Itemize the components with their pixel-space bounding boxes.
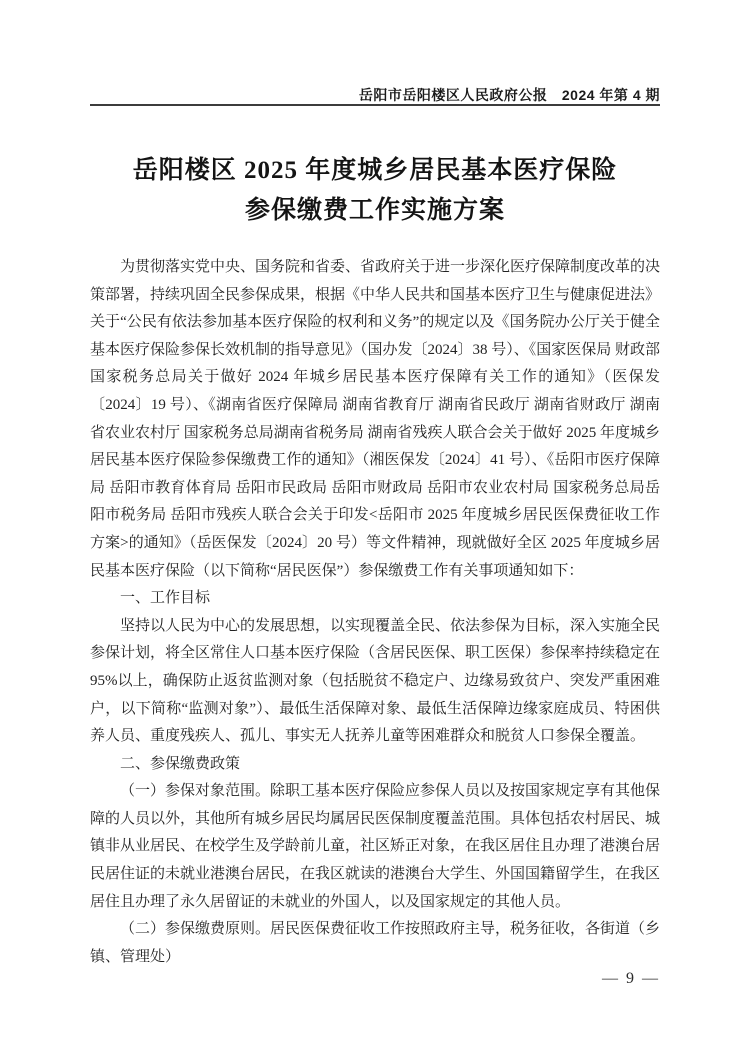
document-title xyxy=(90,151,660,231)
paragraph-payment-principle: （二）参保缴费原则。居民医保费征收工作按照政府主导，税务征收，各街道（乡镇、管理处） xyxy=(90,921,661,965)
masthead-text: 岳阳市岳阳楼区人民政府公报 2024 年第 4 期 xyxy=(358,87,660,103)
document-title-line2: 参保缴费工作实施方案 xyxy=(244,197,505,224)
section-heading-1: 一、工作目标 xyxy=(120,590,211,607)
paragraph-coverage-scope: （一）参保对象范围。除职工基本医疗保险应参保人员以及按国家规定享有其他保障的人员以外，其他所有城乡居民均属居民医保制度覆盖范围。具体包括农村居民、城镇非从业居民、在校学生及学龄前儿童，社区矫正对象，在我区居住且办理了港澳台居民居住证的未就业港澳台居民，在我区就读的港澳台大学生、外国国籍留学生，在我区居住且办理了永久居留证的未就业的外国人，以及国家规定的其他人员。 xyxy=(90,783,661,910)
page-number: — 9 — xyxy=(602,970,660,987)
masthead-rule xyxy=(90,104,660,106)
section-heading-2: 二、参保缴费政策 xyxy=(120,755,241,772)
document-title-line1: 岳阳楼区 2025 年度城乡居民基本医疗保险 xyxy=(132,157,618,184)
paragraph-intro: 为贯彻落实党中央、国务院和省委、省政府关于进一步深化医疗保障制度改革的决策部署，持续巩固全民参保成果，根据《中华人民共和国基本医疗卫生与健康促进法》关于“公民有依法参加基本医疗保险的权利和义务”的规定以及《国务院办公厅关于健全基本医疗保险参保长效机制的指导意见》（国办发〔2024〕38 号）、《国家医保局 财政部 国家税务总局关于做好 2024 年城乡居民基本医疗保障有关工作的通知》（医保发〔2024〕19 号）、《湖南省医疗保障局 湖南省教育厅 湖南省民政厅 湖南省财政厅 湖南省农业农村厅 国家税务总局湖南省税务局 湖南省残疾人联合会关于做好 2025 年度城乡居民基本医疗保险参保缴费工作的通知》（湘医保发〔2024〕41 号）、《岳阳市医疗保障局 岳阳市教育体育局 岳阳市民政局 岳阳市财政局 岳阳市农业农村局 国家税务总局岳阳市税务局 岳阳市残疾人联合会关于印发<岳阳市 2025 年度城乡居民医保费征收工作方案>的通知》（岳医保发〔2024〕20 号）等文件精神，现就做好全区 2025 年度城乡居民基本医疗保险（以下简称“居民医保”）参保缴费工作有关事项通知如下： xyxy=(90,259,661,579)
paragraph-work-goal: 坚持以人民为中心的发展思想，以实现覆盖全民、依法参保为目标，深入实施全民参保计划，将全区常住人口基本医疗保险（含居民医保、职工医保）参保率持续稳定在 95%以上，确保防止返贫监测对象（包括脱贫不稳定户、边缘易致贫户、突发严重困难户，以下简称“监测对象”）、最低生活保障对象、最低生活保障边缘家庭成员、特困供养人员、重度残疾人、孤儿、事实无人抚养儿童等困难群众和脱贫人口参保全覆盖。 xyxy=(90,617,661,745)
document-body xyxy=(90,254,660,971)
